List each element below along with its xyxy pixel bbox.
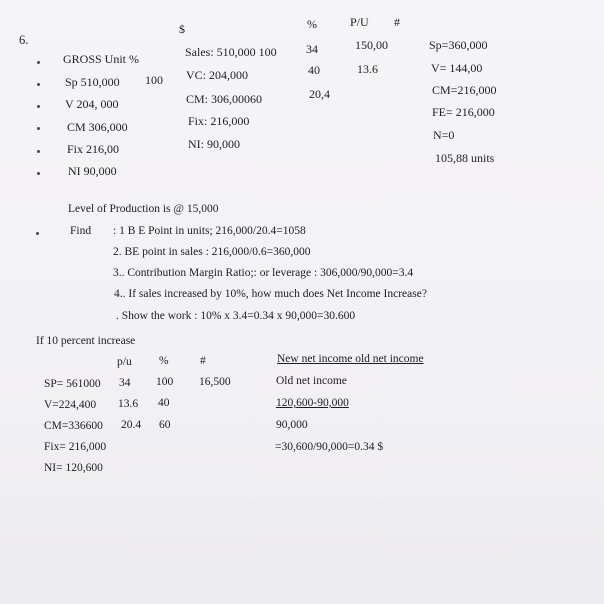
find-item: 3.. Contribution Margin Ratio;: or leverage : 306,000/90,000=3.4 bbox=[113, 267, 414, 279]
gross-v: V 204, 000 bbox=[65, 97, 119, 111]
bullet-dot bbox=[37, 105, 40, 108]
pct-value: 40 bbox=[308, 63, 320, 77]
right-units: 105,88 units bbox=[435, 151, 495, 165]
bullet-dot bbox=[37, 172, 40, 175]
pu-header: P/U bbox=[350, 15, 369, 29]
sales-line: Sales: 510,000 100 bbox=[185, 45, 277, 59]
find-label: Find bbox=[70, 225, 92, 237]
increase-title: If 10 percent increase bbox=[36, 335, 136, 347]
bullet-dot bbox=[37, 83, 40, 86]
cm-line: CM: 306,00060 bbox=[186, 92, 263, 106]
hash-header: # bbox=[394, 15, 400, 29]
pct-value: 34 bbox=[306, 42, 318, 56]
fix-line: Fix: 216,000 bbox=[188, 114, 250, 128]
increase-header-hash: # bbox=[200, 355, 206, 367]
increase-row-label: SP= 561000 bbox=[44, 378, 101, 390]
find-item: : 1 B E Point in units; 216,000/20.4=1058 bbox=[113, 225, 306, 237]
increase-row-pu: 34 bbox=[119, 377, 131, 389]
percent-header: % bbox=[307, 17, 317, 31]
increase-row-label: NI= 120,600 bbox=[44, 462, 103, 474]
find-item: 2. BE point in sales : 216,000/0.6=360,000 bbox=[113, 246, 311, 258]
find-item: . Show the work : 10% x 3.4=0.34 x 90,000=30.600 bbox=[116, 310, 356, 322]
vc-line: VC: 204,000 bbox=[186, 68, 249, 82]
right-sp: Sp=360,000 bbox=[429, 38, 488, 52]
pu-value: 150,00 bbox=[355, 38, 388, 52]
increase-row-label: V=224,400 bbox=[44, 399, 97, 411]
right-v: V= 144,00 bbox=[431, 61, 483, 75]
level-of-production: Level of Production is @ 15,000 bbox=[68, 203, 219, 215]
increase-header-pct: % bbox=[159, 355, 169, 367]
increase-row-pct: 60 bbox=[159, 419, 171, 431]
increase-row-pu: 13.6 bbox=[118, 398, 139, 410]
gross-ni: NI 90,000 bbox=[68, 164, 117, 178]
bullet-dot bbox=[37, 61, 40, 64]
increase-row-label: Fix= 216,000 bbox=[44, 441, 107, 453]
gross-fix: Fix 216,00 bbox=[67, 142, 120, 156]
right-cm: CM=216,000 bbox=[432, 83, 497, 97]
bullet-dot bbox=[37, 127, 40, 130]
pct-value: 20,4 bbox=[309, 87, 330, 101]
increase-row-pct: 100 bbox=[156, 376, 174, 388]
gross-sp-pct: 100 bbox=[145, 73, 163, 87]
gross-cm: CM 306,000 bbox=[67, 120, 128, 134]
find-item: 4.. If sales increased by 10%, how much does Net Income Increase? bbox=[114, 288, 427, 300]
problem-number: 6. bbox=[19, 33, 29, 47]
right-fe: FE= 216,000 bbox=[432, 105, 495, 119]
increase-row-num: 16,500 bbox=[199, 376, 231, 388]
dollar-header: $ bbox=[179, 22, 185, 36]
increase-row-label: CM=336600 bbox=[44, 420, 103, 432]
fraction-denominator: 90,000 bbox=[276, 419, 308, 431]
old-net-income-label: Old net income bbox=[276, 375, 347, 387]
right-n: N=0 bbox=[433, 128, 455, 142]
bullet-dot bbox=[37, 150, 40, 153]
fraction-numerator: 120,600-90,000 bbox=[276, 397, 349, 409]
pu-value: 13.6 bbox=[357, 62, 378, 76]
bullet-dot bbox=[36, 232, 39, 235]
gross-title: GROSS Unit % bbox=[63, 52, 140, 66]
increase-row-pct: 40 bbox=[158, 397, 170, 409]
net-income-heading: New net income old net income bbox=[277, 353, 424, 365]
net-income-result: =30,600/90,000=0.34 $ bbox=[275, 441, 384, 453]
ni-line: NI: 90,000 bbox=[188, 137, 240, 151]
gross-sp: Sp 510,000 bbox=[65, 75, 120, 89]
increase-row-pu: 20.4 bbox=[121, 419, 142, 431]
increase-header-pu: p/u bbox=[117, 356, 132, 368]
